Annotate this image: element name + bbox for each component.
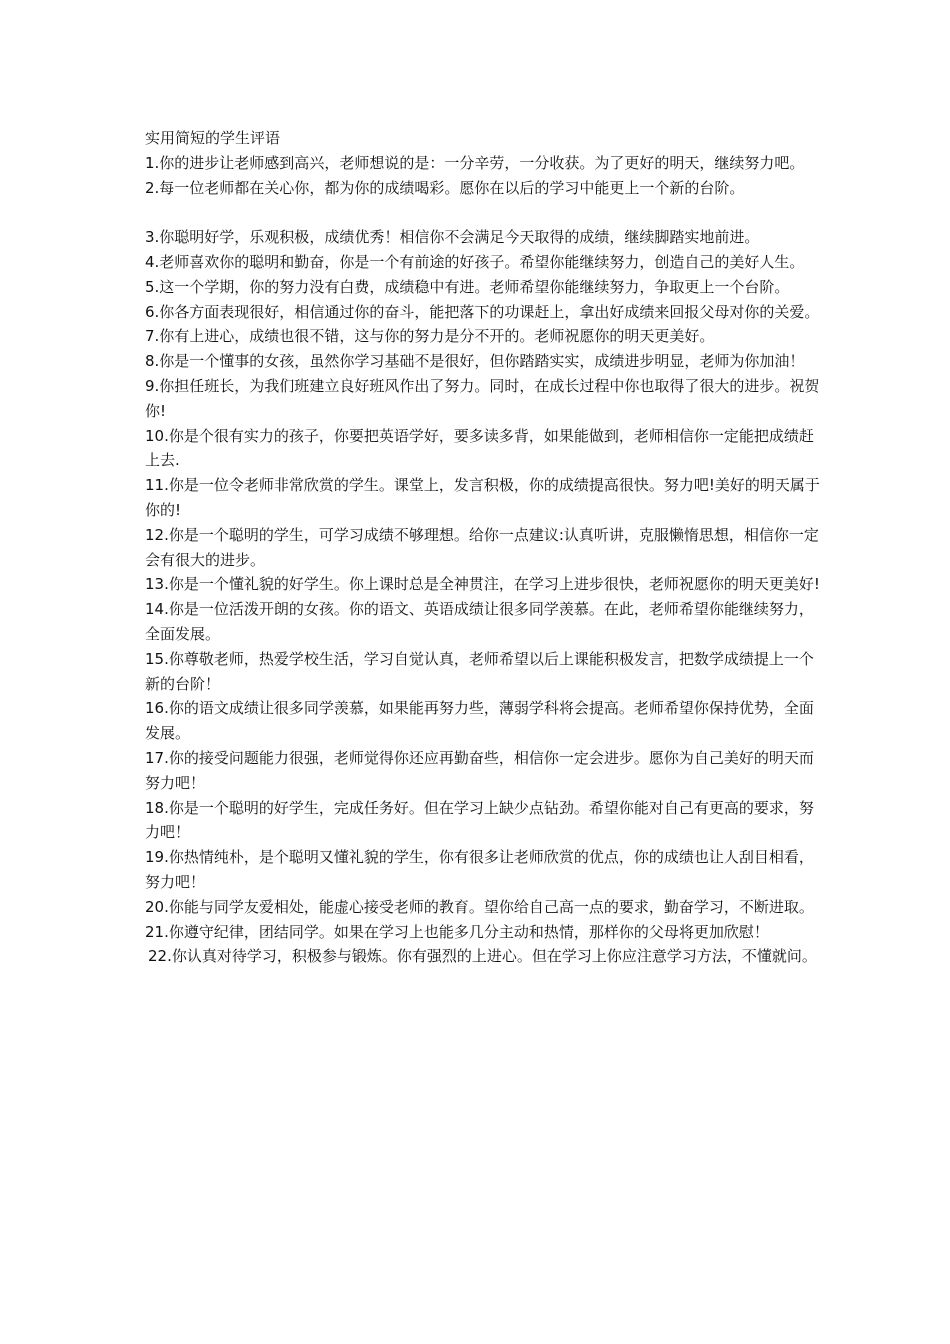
- comment-item-12: 12.你是一个聪明的学生，可学习成绩不够理想。给你一点建议:认真听讲，克服懒惰思想，相信你一定会有很大的进步。: [145, 525, 819, 569]
- comment-item-18: 18.你是一个聪明的好学生，完成任务好。但在学习上缺少点钻劲。希望你能对自己有更高的要求，努力吧！: [145, 798, 814, 842]
- comment-item-16: 16.你的语文成绩让很多同学羡慕，如果能再努力些，薄弱学科将会提高。老师希望你保持优势，全面发展。: [145, 699, 814, 743]
- comment-item-14: 14.你是一位活泼开朗的女孩。你的语文、英语成绩让很多同学羡慕。在此，老师希望你能继续努力，全面发展。: [145, 600, 814, 643]
- comment-item-6: 6.你各方面表现很好，相信通过你的奋斗，能把落下的功课赶上，拿出好成绩来回报父母对你的关爱。: [145, 302, 820, 321]
- comment-item-2: 2.每一位老师都在关心你，都为你的成绩喝彩。愿你在以后的学习中能更上一个新的台阶。: [145, 178, 745, 197]
- comment-item-11: 11.你是一位令老师非常欣赏的学生。课堂上，发言积极，你的成绩提高很快。努力吧!美好的明天属于你的!: [145, 476, 820, 519]
- comment-item-8: 8.你是一个懂事的女孩，虽然你学习基础不是很好，但你踏踏实实，成绩进步明显，老师为你加油！: [145, 352, 805, 371]
- document-title: 实用简短的学生评语: [145, 129, 281, 147]
- comment-item-17: 17.你的接受问题能力很强，老师觉得你还应再勤奋些，相信你一定会进步。愿你为自己美好的明天而努力吧！: [145, 748, 814, 792]
- comment-item-22: 22.你认真对待学习，积极参与锻炼。你有强烈的上进心。但在学习上你应注意学习方法，不懂就问。: [148, 947, 817, 966]
- comment-item-21: 21.你遵守纪律，团结同学。如果在学习上也能多几分主动和热情，那样你的父母将更加欣慰！: [145, 922, 769, 941]
- comment-item-19: 19.你热情纯朴，是个聪明又懂礼貌的学生，你有很多让老师欣赏的优点，你的成绩也让人刮目相看，努力吧！: [145, 848, 814, 891]
- comment-item-3: 3.你聪明好学，乐观积极，成绩优秀！相信你不会满足今天取得的成绩，继续脚踏实地前进。: [145, 228, 760, 247]
- comment-item-4: 4.老师喜欢你的聪明和勤奋，你是一个有前途的好孩子。希望你能继续努力，创造自己的美好人生。: [145, 252, 805, 271]
- comment-item-7: 7.你有上进心，成绩也很不错，这与你的努力是分不开的。老师祝愿你的明天更美好。: [145, 327, 715, 346]
- comment-item-20: 20.你能与同学友爱相处，能虚心接受老师的教育。望你给自己高一点的要求，勤奋学习，不断进取。: [145, 897, 814, 916]
- comment-item-1: 1.你的进步让老师感到高兴，老师想说的是：一分辛劳，一分收获。为了更好的明天，继续努力吧。: [145, 153, 805, 172]
- comment-item-13: 13.你是一个懂礼貌的好学生。你上课时总是全神贯注，在学习上进步很快，老师祝愿你的明天更美好!: [145, 575, 820, 594]
- comment-item-10: 10.你是个很有实力的孩子，你要把英语学好，要多读多背，如果能做到，老师相信你一定能把成绩赶上去.: [145, 426, 814, 470]
- document-body: [145, 126, 820, 969]
- comment-item-9: 9.你担任班长，为我们班建立良好班风作出了努力。同时，在成长过程中你也取得了很大的进步。祝贺你!: [145, 376, 820, 420]
- comment-item-5: 5.这一个学期，你的努力没有白费，成绩稳中有进。老师希望你能继续努力，争取更上一个台阶。: [145, 277, 790, 296]
- comment-item-15: 15.你尊敬老师，热爱学校生活，学习自觉认真，老师希望以后上课能积极发言，把数学成绩提上一个新的台阶！: [145, 649, 814, 693]
